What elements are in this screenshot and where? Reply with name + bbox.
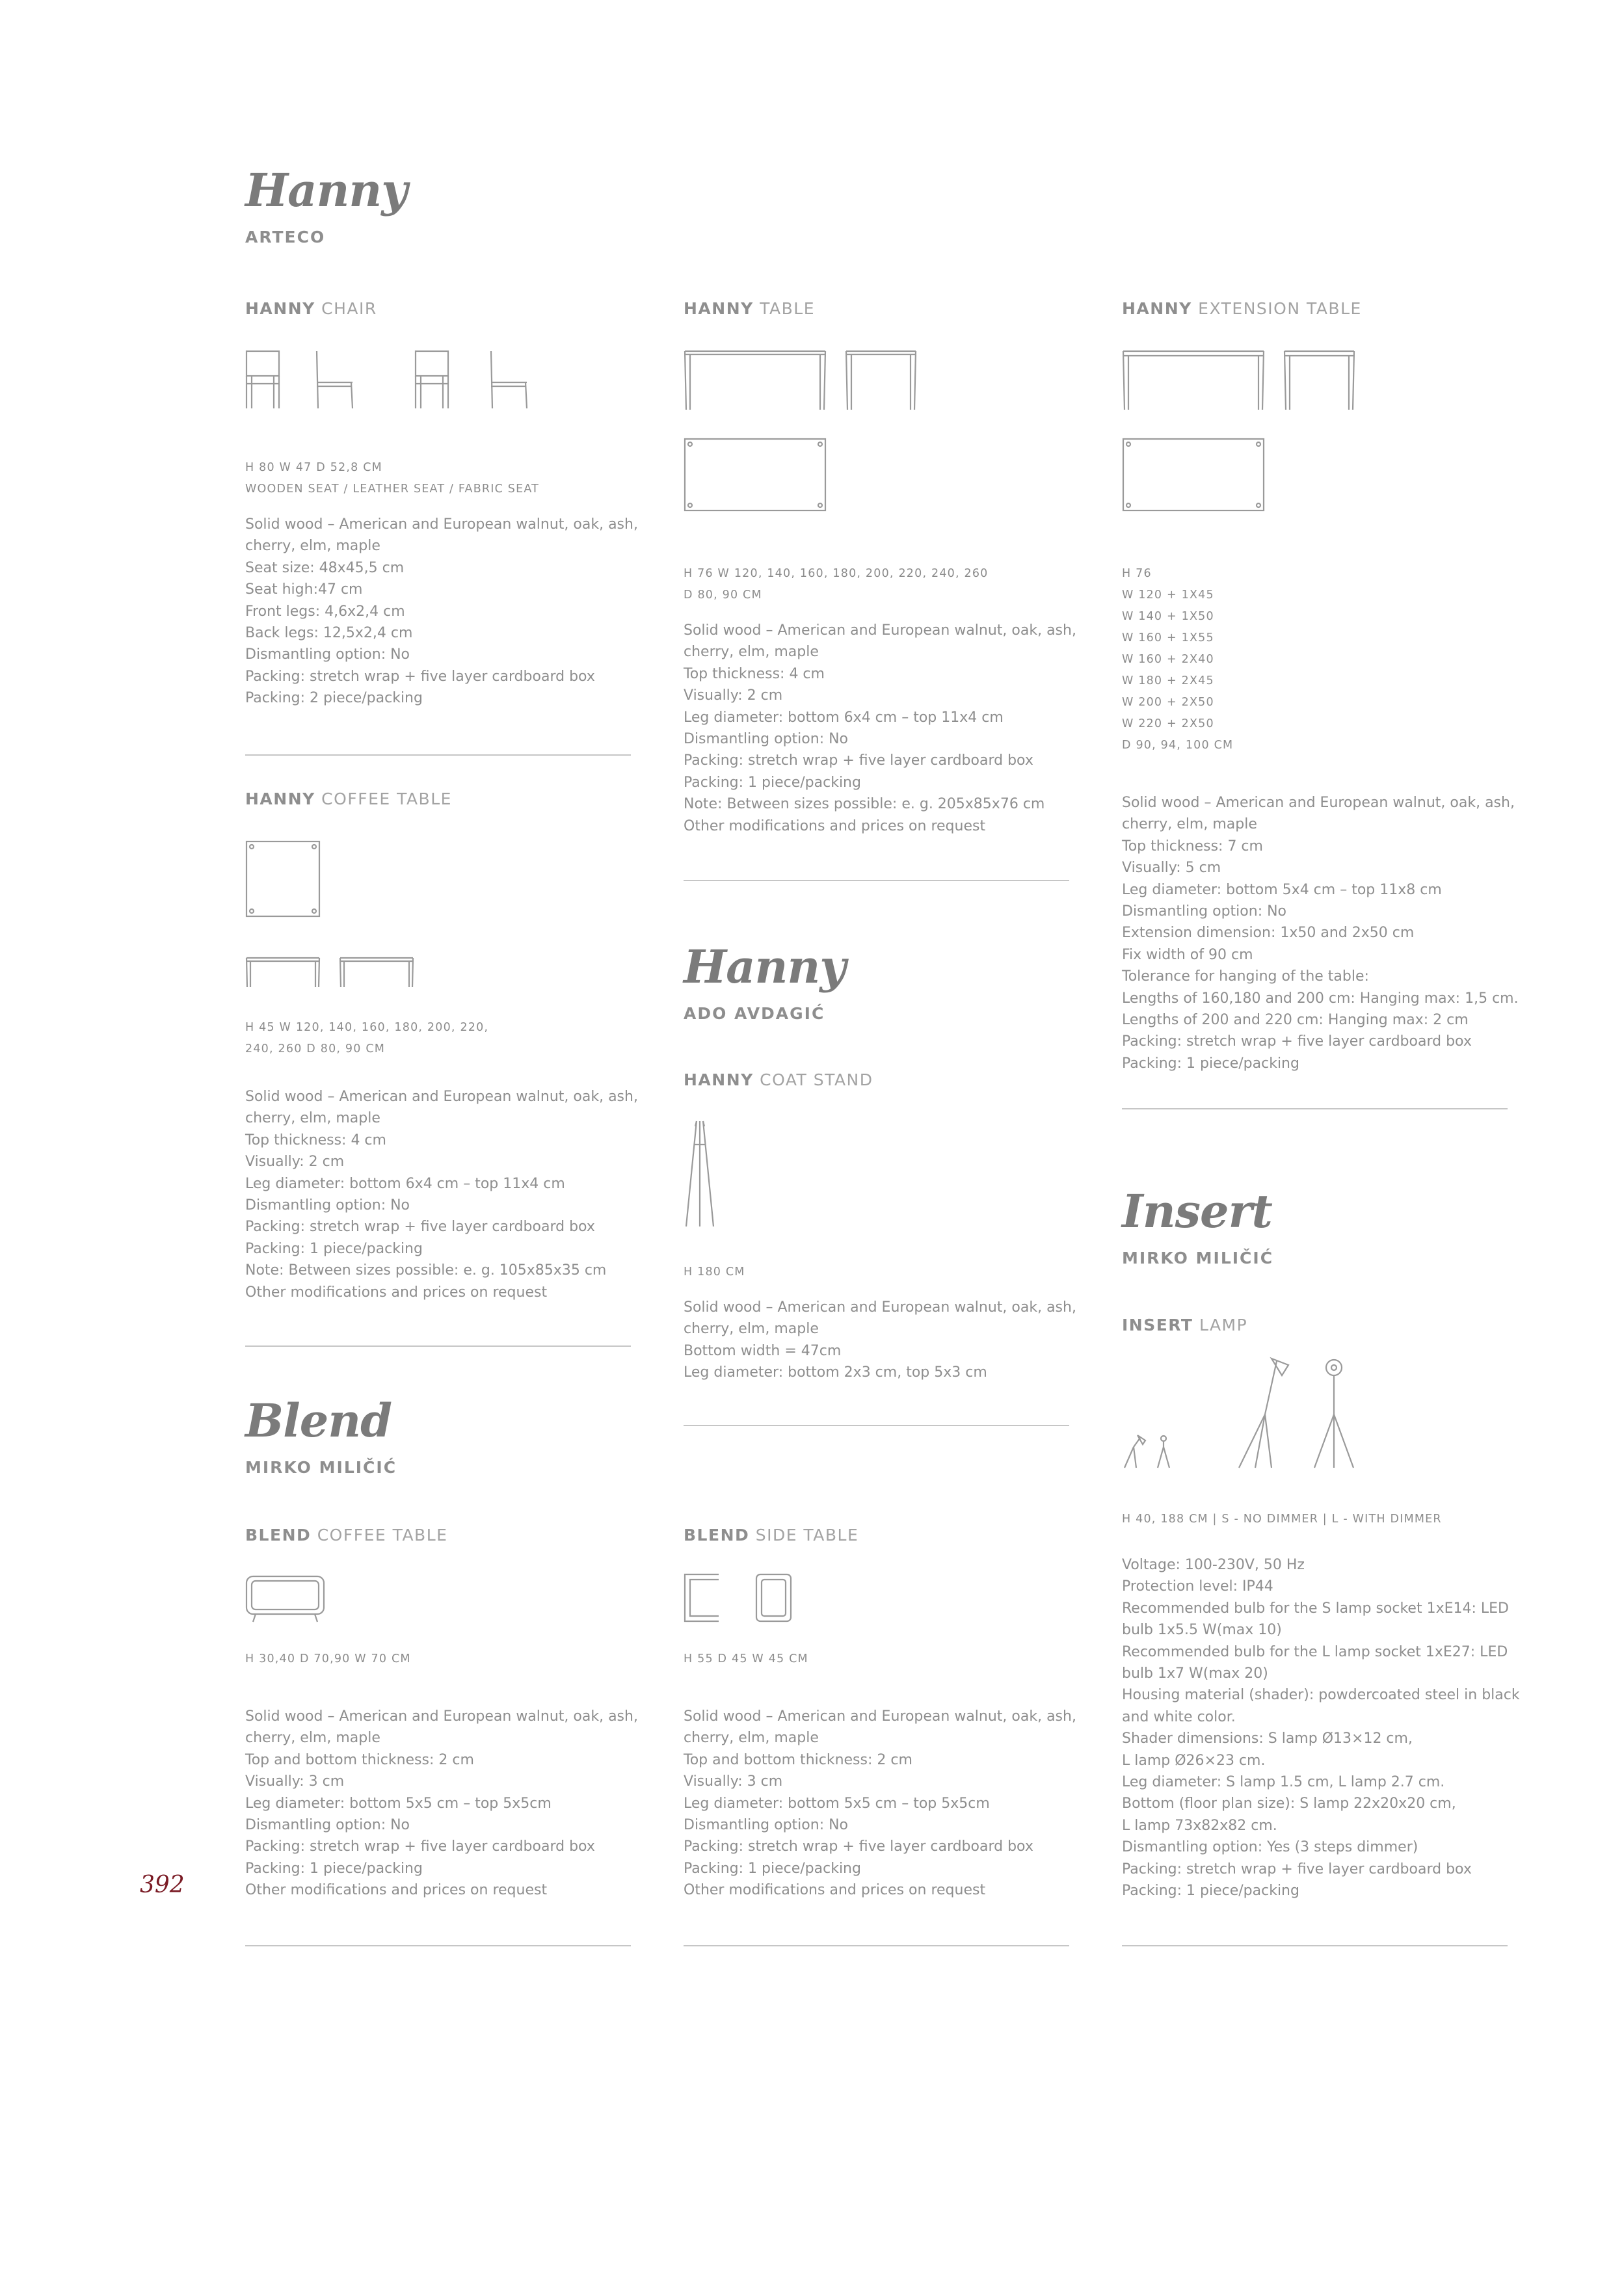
text-line: W 140 + 1X50 (1122, 610, 1214, 623)
text-line: Packing: 1 piece/packing (245, 1860, 423, 1877)
hanny-coat-stand-specs (684, 1297, 1076, 1384)
text-line: bulb 1x5.5 W(max 10) (1122, 1622, 1282, 1639)
text-line: Dismantling option: Yes (3 steps dimmer) (1122, 1839, 1418, 1856)
chair-front-view-a (246, 351, 279, 408)
divider (684, 1425, 1069, 1426)
text-line: H 40, 188 CM | S - NO DIMMER | L - WITH DIMMER (1122, 1513, 1442, 1526)
text-line: Solid wood – American and European walnut, oak, ash, (245, 1089, 638, 1105)
text-line: EXTENSION TABLE (1191, 299, 1362, 318)
extension-table-end-view (1285, 351, 1354, 410)
text-line: D 90, 94, 100 CM (1122, 739, 1234, 752)
text-line: W 200 + 2X50 (1122, 696, 1214, 709)
designer-name: ARTECO (245, 228, 326, 246)
text-line: Solid wood – American and European walnut, oak, ash, (684, 622, 1076, 639)
text-line: Extension dimension: 1x50 and 2x50 cm (1122, 925, 1415, 942)
table-top-view (685, 439, 825, 510)
text-line: Packing: 2 piece/packing (245, 690, 423, 707)
text-line: Packing: stretch wrap + five layer cardboard box (1122, 1861, 1472, 1877)
text-line: Dismantling option: No (684, 1817, 849, 1834)
text-line: COFFEE TABLE (311, 1526, 448, 1544)
family-title-hanny: Hanny (245, 163, 407, 217)
hanny-extension-table-specs (1122, 792, 1519, 1074)
text-line: Lengths of 160,180 and 200 cm: Hanging max: 1,5 cm. (1122, 990, 1519, 1007)
chair-side-view-b (491, 351, 527, 408)
text-line: Packing: stretch wrap + five layer cardboard box (684, 1838, 1033, 1855)
text-line: INSERT (1122, 1316, 1193, 1334)
text-line: bulb 1x7 W(max 20) (1122, 1665, 1268, 1682)
extension-table-side-view (1123, 351, 1264, 410)
text-line: W 120 + 1X45 (1122, 589, 1214, 602)
product-title-hanny-coffee-table (245, 789, 633, 808)
hanny-coat-stand-illustration (684, 1120, 716, 1228)
text-line: Top and bottom thickness: 2 cm (684, 1751, 912, 1768)
divider (1122, 1108, 1508, 1109)
blend-side-table-illustration (684, 1573, 794, 1623)
blend-coffee-table-dimensions (245, 1649, 633, 1670)
text-line: H 30,40 D 70,90 W 70 CM (245, 1652, 411, 1665)
text-line: Bottom (floor plan size): S lamp 22x20x20 cm, (1122, 1796, 1456, 1812)
text-line: H 45 W 120, 140, 160, 180, 200, 220, (245, 1021, 489, 1034)
text-line: Visually: 5 cm (1122, 860, 1221, 877)
text-line: cherry, elm, maple (684, 1321, 819, 1338)
text-line: CHAIR (315, 299, 377, 318)
blend-side-table-dimensions (684, 1649, 1071, 1670)
text-line: COAT STAND (753, 1070, 873, 1089)
table-side-view (685, 351, 825, 410)
text-line: L lamp 73x82x82 cm. (1122, 1817, 1277, 1834)
hanny-table-specs (684, 620, 1076, 837)
table-end-view (846, 351, 916, 410)
text-line: cherry, elm, maple (684, 644, 819, 661)
text-line: BLEND (684, 1526, 750, 1544)
text-line: cherry, elm, maple (1122, 816, 1257, 833)
text-line: H 180 CM (684, 1266, 745, 1279)
text-line: Tolerance for hanging of the table: (1122, 968, 1369, 985)
text-line: cherry, elm, maple (245, 538, 380, 555)
text-line: Solid wood – American and European walnut, oak, ash, (245, 516, 638, 533)
text-line: Visually: 2 cm (684, 687, 783, 704)
hanny-coffee-table-dimensions (245, 1017, 633, 1060)
text-line: Back legs: 12,5x2,4 cm (245, 625, 413, 642)
hanny-coat-stand-dimensions (684, 1262, 1071, 1283)
text-line: Leg diameter: bottom 5x4 cm – top 11x8 cm (1122, 881, 1442, 898)
text-line: Visually: 3 cm (684, 1773, 783, 1790)
text-line: Front legs: 4,6x2,4 cm (245, 603, 405, 620)
insert-lamp-illustration (1122, 1356, 1356, 1470)
text-line: Leg diameter: bottom 6x4 cm – top 11x4 cm (684, 709, 1004, 726)
text-line: Packing: stretch wrap + five layer cardboard box (684, 752, 1033, 769)
text-line: Other modifications and prices on request (245, 1284, 548, 1301)
text-line: Note: Between sizes possible: e. g. 205x85x76 cm (684, 796, 1045, 813)
text-line: Visually: 2 cm (245, 1154, 345, 1171)
text-line: cherry, elm, maple (245, 1110, 380, 1127)
text-line: H 76 (1122, 567, 1152, 580)
text-line: Recommended bulb for the L lamp socket 1xE27: LED (1122, 1643, 1508, 1660)
hanny-arteco-header (245, 163, 633, 246)
text-line: Shader dimensions: S lamp Ø13×12 cm, (1122, 1730, 1413, 1747)
text-line: Top thickness: 7 cm (1122, 838, 1263, 855)
text-line: BLEND (245, 1526, 312, 1544)
blend-header (245, 1394, 633, 1477)
divider (245, 1345, 631, 1347)
text-line: H 76 W 120, 140, 160, 180, 200, 220, 240, 260 (684, 567, 989, 580)
divider (245, 754, 631, 756)
product-title-insert-lamp (1122, 1316, 1510, 1334)
text-line: LAMP (1193, 1316, 1248, 1334)
text-line: cherry, elm, maple (684, 1730, 819, 1747)
hanny-table-dimensions (684, 563, 1071, 606)
divider (1122, 1945, 1508, 1946)
text-line: Packing: stretch wrap + five layer cardboard box (245, 1219, 595, 1236)
text-line: HANNY (684, 1070, 754, 1089)
text-line: COFFEE TABLE (315, 789, 452, 808)
text-line: Seat high:47 cm (245, 581, 363, 598)
text-line: Packing: 1 piece/packing (1122, 1055, 1299, 1072)
page-number: 392 (140, 1872, 185, 1898)
text-line: Other modifications and prices on request (684, 1882, 986, 1899)
text-line: Dismantling option: No (245, 646, 410, 663)
text-line: Top and bottom thickness: 2 cm (245, 1751, 474, 1768)
text-line: Packing: 1 piece/packing (684, 774, 861, 791)
text-line: Solid wood – American and European walnut, oak, ash, (684, 1708, 1076, 1725)
text-line: HANNY (245, 789, 315, 808)
text-line: L lamp Ø26×23 cm. (1122, 1752, 1266, 1769)
text-line: W 220 + 2X50 (1122, 717, 1214, 730)
text-line: Top thickness: 4 cm (245, 1132, 386, 1148)
extension-table-top-view (1123, 439, 1264, 510)
hanny-extension-table-illustration (1122, 350, 1356, 512)
divider (684, 880, 1069, 881)
blend-coffee-table-specs (245, 1706, 638, 1902)
product-title-blend-side-table (684, 1526, 1071, 1544)
text-line: Leg diameter: bottom 5x5 cm – top 5x5cm (684, 1795, 990, 1812)
text-line: Bottom width = 47cm (684, 1342, 842, 1359)
text-line: Packing: 1 piece/packing (684, 1860, 861, 1877)
text-line: Dismantling option: No (245, 1197, 410, 1214)
hanny-chair-specs (245, 514, 638, 709)
side-table-profile (685, 1574, 719, 1621)
text-line: Packing: stretch wrap + five layer cardboard box (245, 668, 595, 685)
designer-name: MIRKO MILIČIĆ (245, 1458, 397, 1477)
text-line: Other modifications and prices on request (245, 1882, 548, 1899)
text-line: cherry, elm, maple (245, 1730, 380, 1747)
hanny-coffee-table-specs (245, 1086, 638, 1303)
coffee-table-side-view-b (340, 958, 413, 987)
blend-coffee-table-illustration (245, 1575, 326, 1624)
text-line: Top thickness: 4 cm (684, 665, 825, 682)
insert-lamp-small-a (1125, 1435, 1145, 1468)
text-line: Visually: 3 cm (245, 1773, 345, 1790)
text-line: HANNY (684, 299, 754, 318)
chair-front-view-b (416, 351, 448, 408)
text-line: TABLE (753, 299, 815, 318)
insert-header (1122, 1184, 1510, 1267)
text-line: W 180 + 2X45 (1122, 674, 1214, 687)
text-line: H 80 W 47 D 52,8 CM (245, 461, 382, 474)
text-line: HANNY (1122, 299, 1192, 318)
hanny-extension-table-dimensions (1122, 563, 1510, 756)
text-line: Note: Between sizes possible: e. g. 105x85x35 cm (245, 1262, 607, 1279)
text-line: Packing: stretch wrap + five layer cardboard box (1122, 1033, 1472, 1050)
text-line: Solid wood – American and European walnut, oak, ash, (1122, 795, 1515, 811)
designer-name: MIRKO MILIČIĆ (1122, 1249, 1274, 1267)
text-line: Packing: stretch wrap + five layer cardboard box (245, 1838, 595, 1855)
text-line: Dismantling option: No (1122, 903, 1287, 920)
chair-side-view-a (317, 351, 353, 408)
text-line: Leg diameter: bottom 6x4 cm – top 11x4 cm (245, 1175, 565, 1192)
hanny-chair-dimensions (245, 457, 633, 500)
family-title-blend: Blend (245, 1394, 392, 1448)
hanny-coffee-table-illustration (245, 840, 421, 990)
text-line: Packing: 1 piece/packing (245, 1240, 423, 1257)
product-title-hanny-table (684, 299, 1071, 318)
text-line: Dismantling option: No (245, 1817, 410, 1834)
text-line: Seat size: 48x45,5 cm (245, 559, 405, 576)
text-line: 240, 260 D 80, 90 CM (245, 1042, 386, 1055)
product-title-hanny-coat-stand (684, 1070, 1071, 1089)
insert-lamp-large-b (1314, 1360, 1353, 1468)
hanny-chair-illustration (245, 350, 531, 410)
text-line: Solid wood – American and European walnut, oak, ash, (245, 1708, 638, 1725)
text-line: Housing material (shader): powdercoated steel in black (1122, 1687, 1520, 1704)
product-title-hanny-chair (245, 299, 633, 318)
family-title-insert: Insert (1122, 1184, 1272, 1238)
insert-lamp-large-a (1239, 1359, 1288, 1468)
coffee-table-top-view (246, 842, 319, 916)
text-line: Leg diameter: bottom 5x5 cm – top 5x5cm (245, 1795, 552, 1812)
divider (684, 1945, 1069, 1946)
insert-lamp-dimensions (1122, 1509, 1510, 1530)
hanny-table-illustration (684, 350, 918, 512)
text-line: Leg diameter: bottom 2x3 cm, top 5x3 cm (684, 1364, 987, 1381)
family-title-hanny: Hanny (684, 940, 845, 994)
text-line: and white color. (1122, 1708, 1236, 1725)
side-table-front (756, 1574, 791, 1621)
text-line: Packing: 1 piece/packing (1122, 1883, 1299, 1900)
text-line: Leg diameter: S lamp 1.5 cm, L lamp 2.7 cm. (1122, 1774, 1445, 1791)
text-line: Solid wood – American and European walnut, oak, ash, (684, 1299, 1076, 1316)
designer-name: ADO AVDAGIĆ (684, 1004, 825, 1023)
product-title-hanny-extension-table (1122, 299, 1510, 318)
text-line: HANNY (245, 299, 315, 318)
text-line: Other modifications and prices on request (684, 817, 986, 834)
divider (245, 1945, 631, 1946)
text-line: W 160 + 1X55 (1122, 631, 1214, 644)
text-line: WOODEN SEAT / LEATHER SEAT / FABRIC SEAT (245, 483, 540, 496)
product-title-blend-coffee-table (245, 1526, 633, 1544)
text-line: SIDE TABLE (749, 1526, 859, 1544)
text-line: Recommended bulb for the S lamp socket 1xE14: LED (1122, 1600, 1509, 1617)
coffee-table-side-view-a (246, 958, 319, 987)
insert-lamp-specs (1122, 1554, 1520, 1902)
blend-side-table-specs (684, 1706, 1076, 1902)
hanny-ado-header (684, 940, 1071, 1023)
text-line: D 80, 90 CM (684, 589, 762, 602)
text-line: Lengths of 200 and 220 cm: Hanging max: 2 cm (1122, 1012, 1469, 1029)
text-line: Fix width of 90 cm (1122, 946, 1253, 963)
text-line: Dismantling option: No (684, 731, 849, 748)
text-line: H 55 D 45 W 45 CM (684, 1652, 808, 1665)
text-line: Protection level: IP44 (1122, 1578, 1273, 1595)
text-line: W 160 + 2X40 (1122, 653, 1214, 666)
text-line: Voltage: 100-230V, 50 Hz (1122, 1557, 1305, 1573)
insert-lamp-small-b (1158, 1436, 1169, 1468)
